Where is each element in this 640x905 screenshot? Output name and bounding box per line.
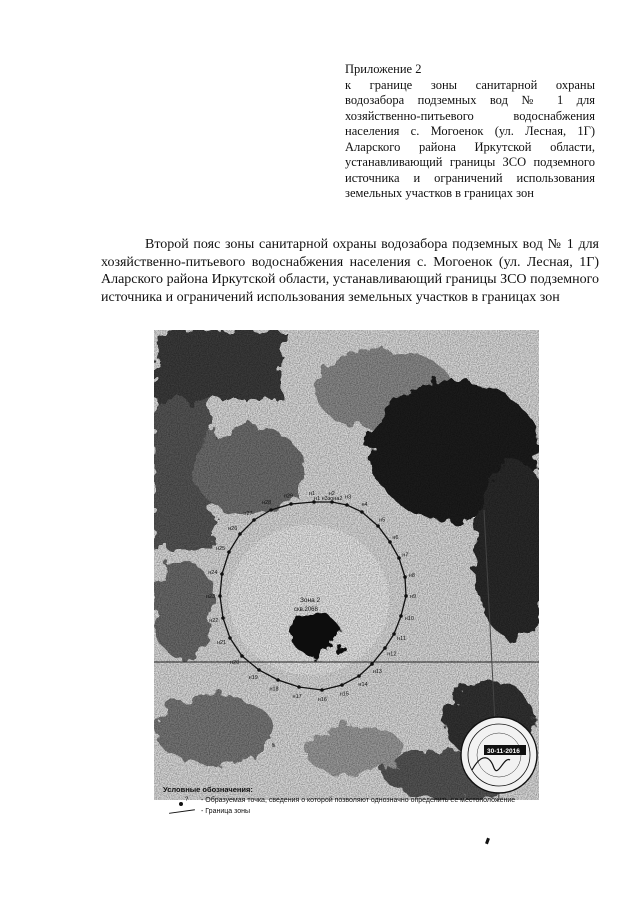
well-label: скв.2068 bbox=[294, 607, 318, 613]
boundary-point-label: н20 bbox=[230, 659, 240, 666]
boundary-point bbox=[218, 594, 222, 598]
boundary-point-label: н29 bbox=[283, 493, 293, 500]
well-object bbox=[292, 613, 340, 657]
boundary-point-label: н14 bbox=[358, 681, 368, 688]
boundary-point bbox=[320, 688, 324, 692]
boundary-point bbox=[388, 540, 392, 544]
boundary-point bbox=[345, 503, 349, 507]
boundary-point-label: н12 bbox=[387, 651, 397, 658]
boundary-point bbox=[228, 636, 232, 640]
boundary-point bbox=[340, 683, 344, 687]
boundary-point-label: н3 bbox=[345, 494, 352, 501]
boundary-point-label: н22 bbox=[209, 618, 219, 625]
boundary-point-label: н26 bbox=[228, 526, 238, 533]
boundary-point-label: н13 bbox=[372, 668, 382, 675]
document-heading: Второй пояс зоны санитарной охраны водозабора подземных вод № 1 для хозяйственно-питьевого водоснабжения населения с. Могоенок (ул. Лесная, 1Г) Аларского района Иркутской области, устанавливающий границы ЗСО подземного источника и ограничений использования земельных участков в границах зон bbox=[101, 237, 599, 305]
appendix-text: к границе зоны санитарной охраны водозабора подземных вод № 1 для хозяйственно-питьевого водоснабжения населения с. Могоенок (ул. Лесная, 1Г) Аларского района Иркутской области, устанавливающий границы ЗСО подземного источника и ограничений использования земельных участков в границах зон bbox=[345, 77, 595, 200]
boundary-point-label: н10 bbox=[404, 616, 414, 623]
boundary-point-label: н1 bbox=[309, 491, 316, 497]
boundary-point-label: н7 bbox=[402, 552, 409, 559]
boundary-point bbox=[269, 508, 273, 512]
boundary-point-label: н6 bbox=[392, 534, 399, 541]
line-icon bbox=[169, 809, 195, 814]
legend-row-line bbox=[163, 807, 523, 816]
boundary-point bbox=[404, 594, 408, 598]
stray-mark bbox=[485, 838, 490, 845]
boundary-point bbox=[289, 502, 293, 506]
boundary-point-label: н2 bbox=[328, 491, 335, 498]
boundary-point-label: н21 bbox=[216, 640, 227, 647]
boundary-point bbox=[257, 668, 261, 672]
boundary-point bbox=[297, 685, 301, 689]
boundary-point-label: н17 bbox=[292, 693, 302, 700]
boundary-point-label: н27 bbox=[243, 510, 253, 517]
top-boundary-label: н1 н3зона2 bbox=[314, 496, 343, 502]
boundary-point-label: н11 bbox=[397, 635, 406, 642]
boundary-point bbox=[276, 678, 280, 682]
boundary-point bbox=[238, 532, 242, 536]
boundary-point bbox=[392, 632, 396, 636]
boundary-point bbox=[360, 510, 364, 514]
boundary-point bbox=[397, 556, 401, 560]
legend-point-mark: ? bbox=[185, 797, 189, 803]
boundary-point-label: н9 bbox=[410, 594, 417, 600]
boundary-point-label: н15 bbox=[339, 691, 349, 698]
legend-title: Условные обозначения: bbox=[163, 785, 253, 794]
official-stamp bbox=[461, 717, 537, 793]
legend-line-text: - Граница зоны bbox=[201, 808, 251, 815]
appendix-title: Приложение 2 bbox=[345, 62, 422, 76]
scheme-map bbox=[154, 330, 539, 800]
boundary-point-label: н16 bbox=[317, 696, 327, 703]
zone-label: Зона 2 bbox=[300, 597, 321, 604]
boundary-point bbox=[370, 662, 374, 666]
legend-point-text: - Образуемая точка, сведения о которой позволяют однозначно определить ее местоположение bbox=[201, 797, 516, 804]
boundary-point bbox=[399, 614, 403, 618]
boundary-point bbox=[227, 550, 231, 554]
boundary-point bbox=[403, 575, 407, 579]
boundary-point bbox=[376, 524, 380, 528]
boundary-point bbox=[357, 674, 361, 678]
boundary-point bbox=[252, 518, 256, 522]
boundary-point-label: н23 bbox=[206, 594, 216, 600]
boundary-point-label: н5 bbox=[379, 517, 386, 524]
boundary-point bbox=[221, 616, 225, 620]
boundary-point-label: н24 bbox=[208, 569, 218, 576]
boundary-point-label: н25 bbox=[216, 545, 226, 552]
boundary-point-label: н28 bbox=[261, 499, 272, 506]
legend-row-point bbox=[163, 796, 523, 805]
boundary-point-label: н8 bbox=[408, 573, 415, 580]
appendix-block bbox=[345, 62, 595, 202]
map-svg bbox=[154, 330, 539, 800]
boundary-point-label: н19 bbox=[248, 675, 258, 682]
boundary-point bbox=[220, 572, 224, 576]
boundary-point bbox=[240, 654, 244, 658]
point-icon bbox=[179, 802, 183, 806]
stamp-date: 30-11-2016 bbox=[487, 748, 520, 755]
boundary-point-label: н4 bbox=[361, 502, 368, 509]
boundary-point bbox=[383, 646, 387, 650]
boundary-point-label: н18 bbox=[269, 686, 279, 693]
legend bbox=[163, 785, 523, 816]
